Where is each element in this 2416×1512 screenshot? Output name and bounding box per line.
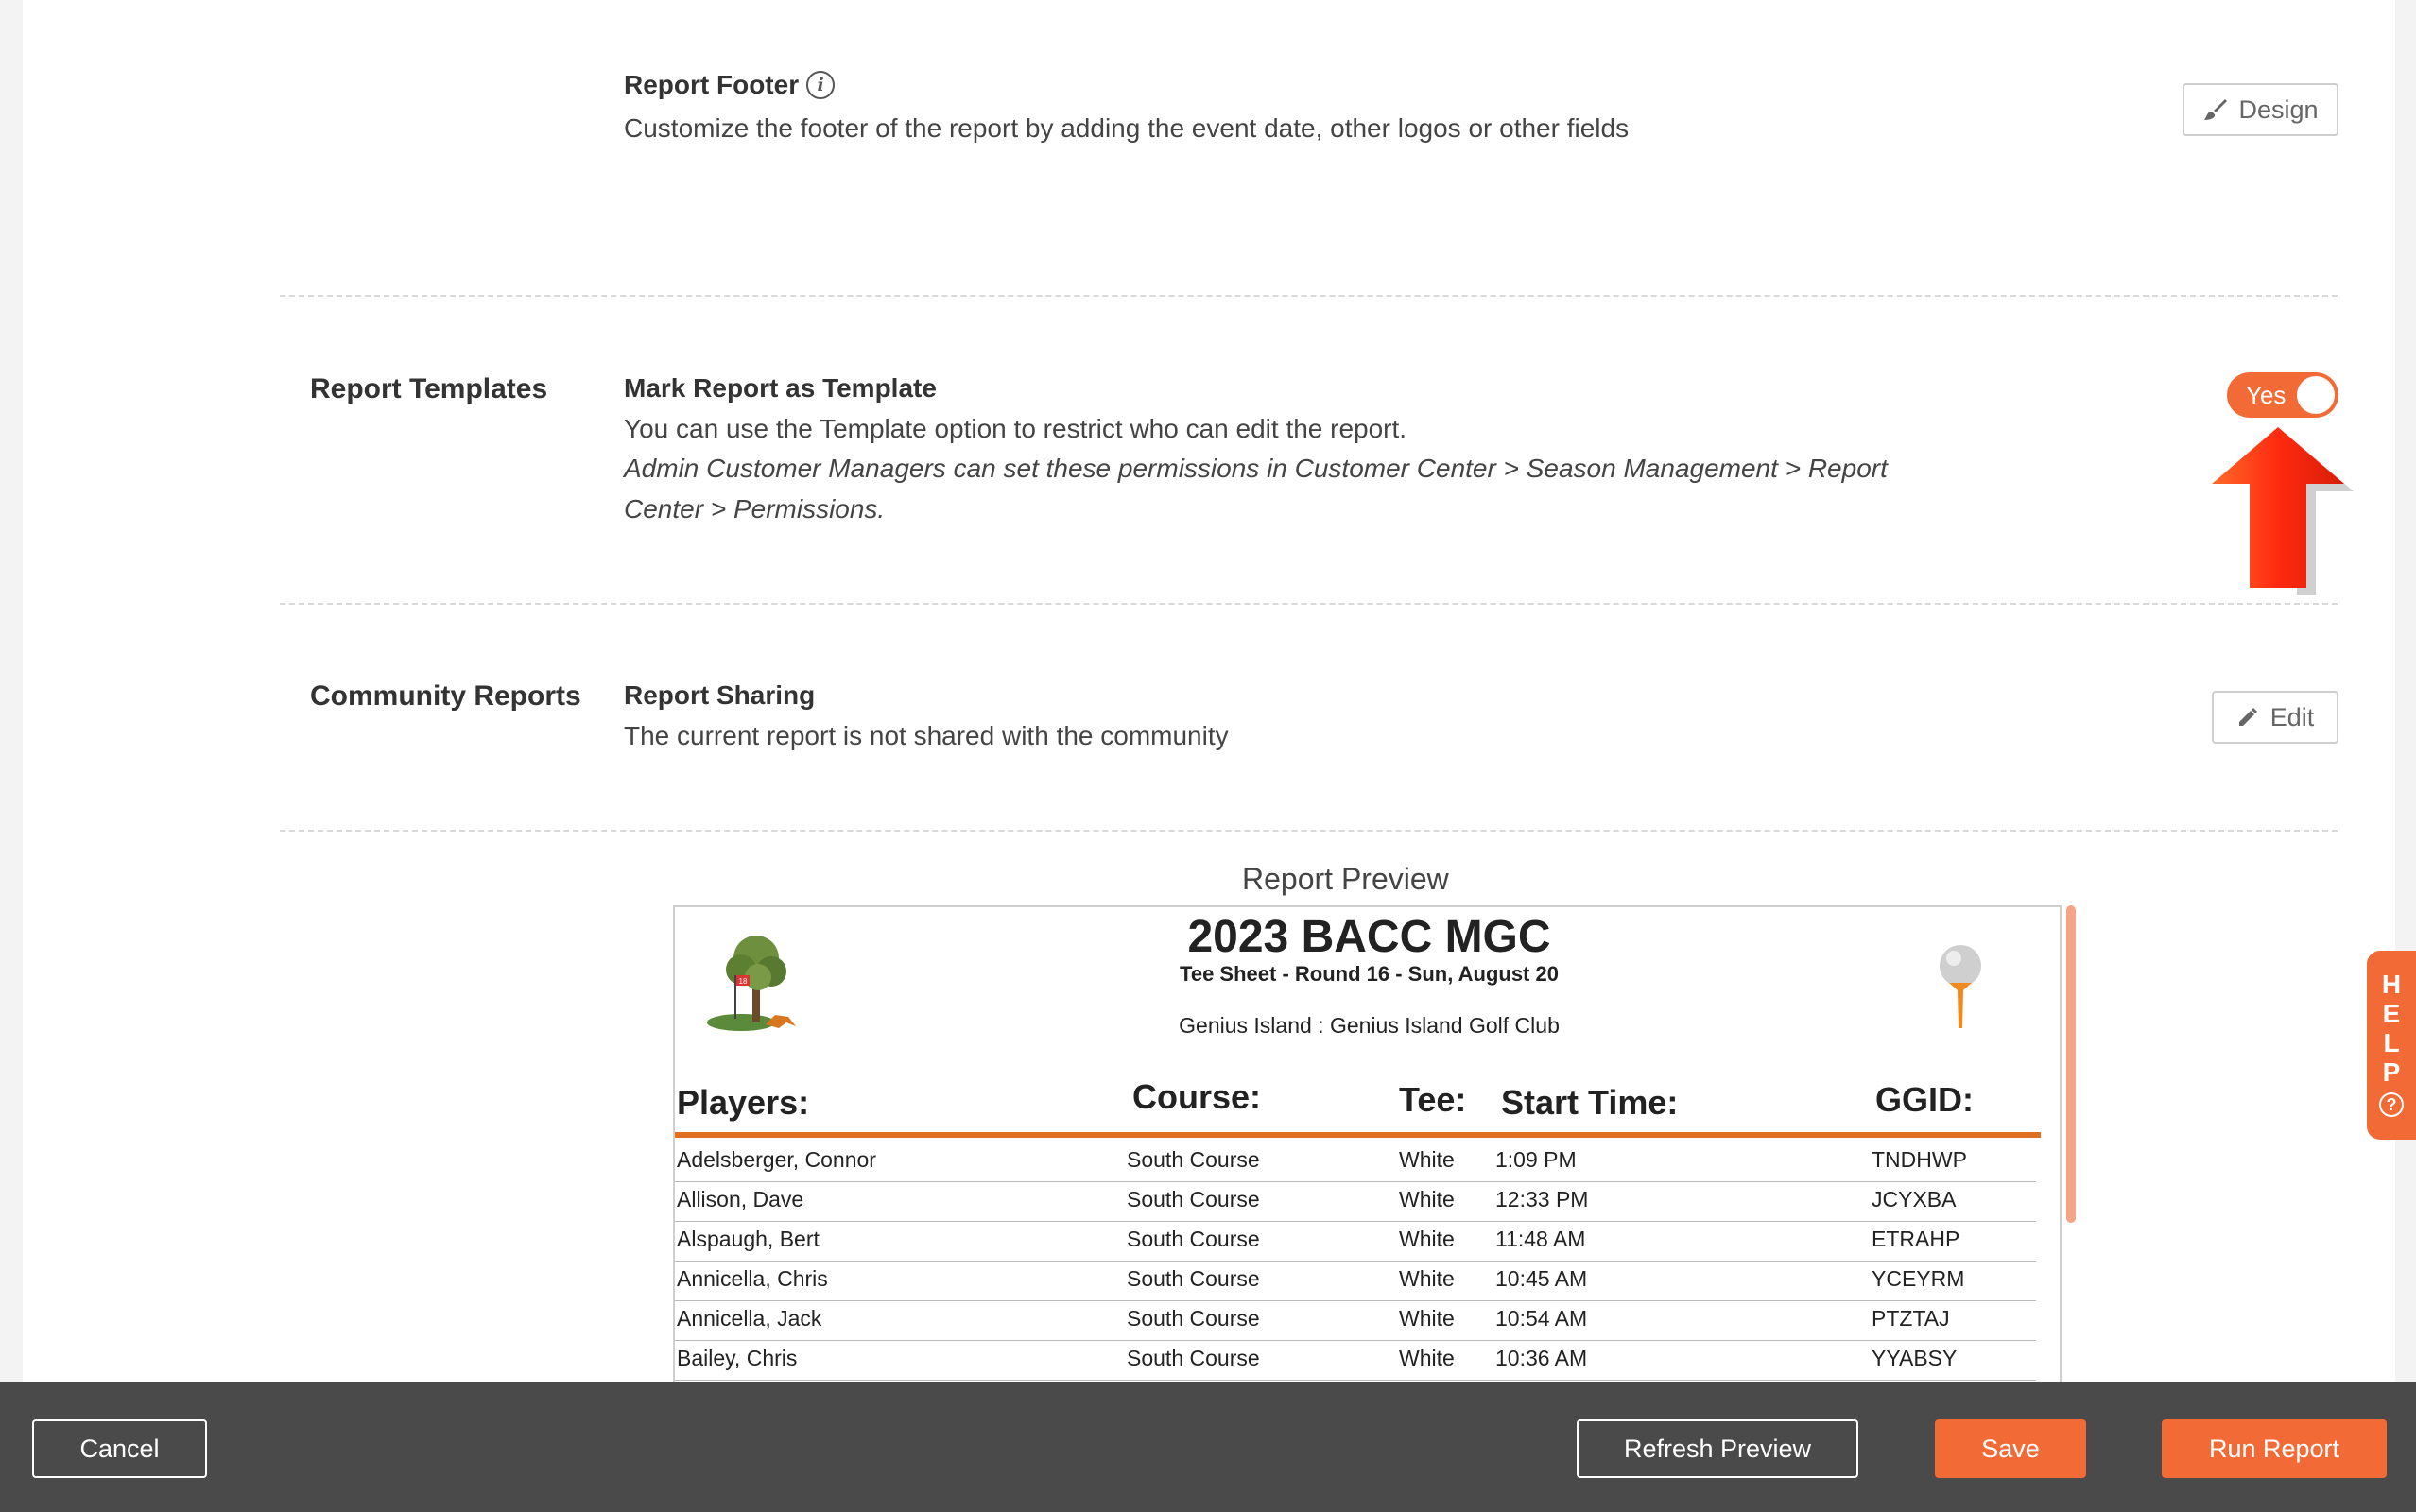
report-title: 2023 BACC MGC [1187,912,1551,962]
header-rule [675,1132,2041,1138]
report-venue: Genius Island : Genius Island Golf Club [1179,1013,1560,1038]
table-row: Annicella, Chris South Course White 10:45 AM YCEYRM [675,1261,2036,1301]
col-header-start-time: Start Time: [1501,1083,1679,1122]
report-preview-frame[interactable] [673,905,2062,1382]
report-templates-label: Report Templates [310,373,548,404]
section-divider [280,830,2338,832]
arrow-up-icon [2212,425,2354,595]
report-preview-heading: Report Preview [1242,862,1449,896]
toggle-label: Yes [2246,381,2287,409]
mark-template-title: Mark Report as Template [624,373,937,403]
template-toggle[interactable] [2227,372,2338,418]
table-row: Allison, Dave South Course White 12:33 PM JCYXBA [675,1181,2036,1222]
template-permissions-note: Admin Customer Managers can set these permissions in Customer Center > Season Management > Report Center > Permissions. [624,454,1888,524]
cancel-button[interactable]: Cancel [32,1419,207,1478]
col-header-ggid: GGID: [1875,1080,1974,1119]
report-subtitle: Tee Sheet - Round 16 - Sun, August 20 [1180,962,1559,986]
table-row: Bailey, Chris South Course White 10:36 AM YYABSY [675,1340,2036,1381]
design-button[interactable]: Design [2183,83,2338,136]
col-header-course: Course: [1132,1077,1262,1116]
brush-icon [2202,97,2227,122]
report-footer-title: Report Footer i [624,70,835,100]
refresh-preview-button[interactable]: Refresh Preview [1577,1419,1858,1478]
table-row: Annicella, Jack South Course White 10:54 AM PTZTAJ [675,1300,2036,1341]
template-description: You can use the Template option to restrict who can edit the report. [624,414,1407,443]
svg-text:18: 18 [738,977,748,986]
report-sharing-title: Report Sharing [624,680,816,710]
table-row: Adelsberger, Connor South Course White 1:09 PM TNDHWP [675,1142,2036,1182]
question-icon: ? [2379,1092,2404,1117]
table-row: Alspaugh, Bert South Course White 11:48 AM ETRAHP [675,1221,2036,1262]
pencil-icon [2236,706,2259,729]
save-button[interactable]: Save [1935,1419,2086,1478]
run-report-button[interactable]: Run Report [2162,1419,2387,1478]
col-header-players: Players: [677,1083,810,1122]
help-tab[interactable]: H E L P ? [2367,951,2416,1140]
community-reports-label: Community Reports [310,680,581,712]
col-header-tee: Tee: [1399,1080,1467,1119]
info-icon[interactable]: i [806,71,835,99]
report-sharing-description: The current report is not shared with the community [624,721,1229,750]
section-divider [280,603,2338,605]
action-footer [0,1382,2416,1512]
toggle-knob [2297,376,2335,414]
preview-scrollbar[interactable] [2066,905,2076,1223]
report-footer-description: Customize the footer of the report by adding the event date, other logos or other fields [624,113,1630,143]
edit-button[interactable]: Edit [2212,691,2338,744]
section-divider [280,295,2338,297]
